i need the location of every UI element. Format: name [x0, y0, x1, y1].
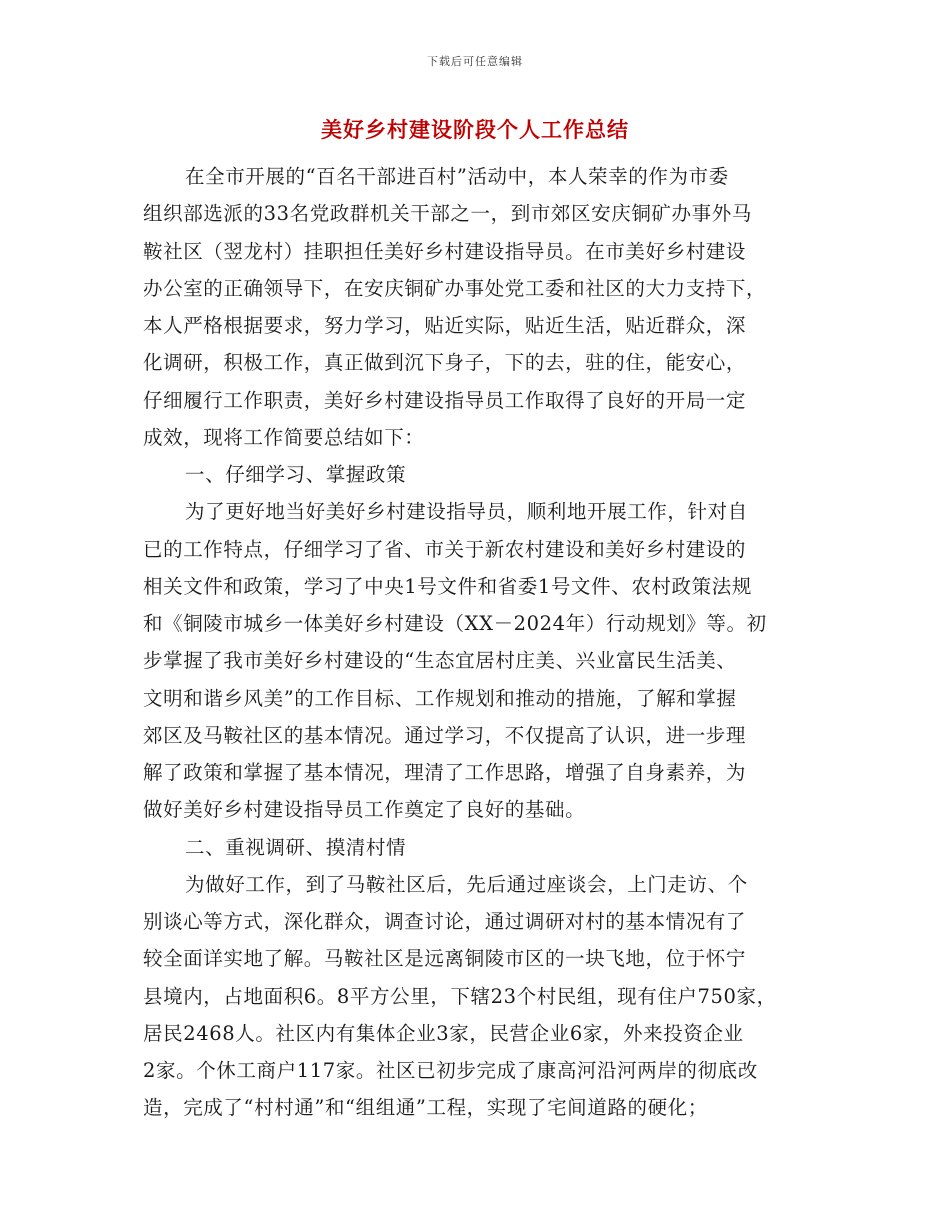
paragraph-line: 为了更好地当好美好乡村建设指导员，顺利地开展工作，针对自 [185, 500, 748, 524]
paragraph-line: 为做好工作，到了马鞍社区后，先后通过座谈会，上门走访、个 [185, 872, 748, 896]
paragraph-line: 已的工作特点，仔细学习了省、市关于新农村建设和美好乡村建设的 [143, 537, 747, 561]
header-note: 下载后可任意编辑 [427, 55, 523, 68]
document-title: 美好乡村建设阶段个人工作总结 [321, 118, 629, 142]
paragraph-line: 办公室的正确领导下，在安庆铜矿办事处党工委和社区的大力支持下， [143, 276, 767, 300]
paragraph-line: 郊区及马鞍社区的基本情况。通过学习，不仅提高了认识，进一步理 [143, 723, 747, 747]
paragraph-line: 组织部选派的33名党政群机关干部之一，到市郊区安庆铜矿办事外马 [143, 202, 752, 226]
section-heading: 二、重视调研、摸清村情 [185, 835, 407, 859]
paragraph-line: 造，完成了“村村通”和“组组通”工程，实现了宅间道路的硬化； [143, 1096, 708, 1120]
paragraph-line: 鞍社区（翌龙村）挂职担任美好乡村建设指导员。在市美好乡村建设 [143, 239, 747, 263]
paragraph-line: 文明和谐乡风美”的工作目标、工作规划和推动的措施，了解和掌握 [143, 686, 737, 710]
paragraph-line: 县境内，占地面积6。8平方公里，下辖23个村民组，现有住户750家， [143, 984, 777, 1008]
paragraph-line: 本人严格根据要求，努力学习，贴近实际，贴近生活，贴近群众，深 [143, 314, 747, 337]
paragraph-line: 相关文件和政策，学习了中央1号文件和省委1号文件、农村政策法规 [143, 574, 752, 598]
document-body [143, 158, 825, 1127]
paragraph-line: 在全市开展的“百名干部进百村”活动中，本人荣幸的作为市委 [185, 165, 729, 188]
paragraph-line: 仔细履行工作职责，美好乡村建设指导员工作取得了良好的开局一定 [143, 388, 747, 412]
paragraph-line: 成效，现将工作简要总结如下： [143, 425, 425, 449]
paragraph-line: 解了政策和掌握了基本情况，理清了工作思路，增强了自身素养，为 [143, 761, 747, 784]
paragraph-line: 2家。个休工商户117家。社区已初步完成了康高河沿河两岸的彻底改 [143, 1059, 758, 1082]
paragraph-line: 步掌握了我市美好乡村建设的“生态宜居村庄美、兴业富民生活美、 [143, 649, 737, 673]
paragraph-line: 居民2468人。社区内有集体企业3家，民营企业6家，外来投资企业 [143, 1021, 744, 1045]
paragraph-line: 和《铜陵市城乡一体美好乡村建设（XX－2024年）行动规划》等。初 [143, 612, 767, 635]
paragraph-line: 较全面详实地了解。马鞍社区是远离铜陵市区的一块飞地，位于怀宁 [143, 947, 747, 971]
paragraph-line: 别谈心等方式，深化群众，调查讨论，通过调研对村的基本情况有了 [143, 910, 747, 933]
paragraph-line: 化调研，积极工作，真正做到沉下身子，下的去，驻的住，能安心， [143, 351, 747, 375]
paragraph-line: 做好美好乡村建设指导员工作奠定了良好的基础。 [143, 798, 586, 822]
section-heading: 一、仔细学习、掌握政策 [185, 463, 407, 486]
